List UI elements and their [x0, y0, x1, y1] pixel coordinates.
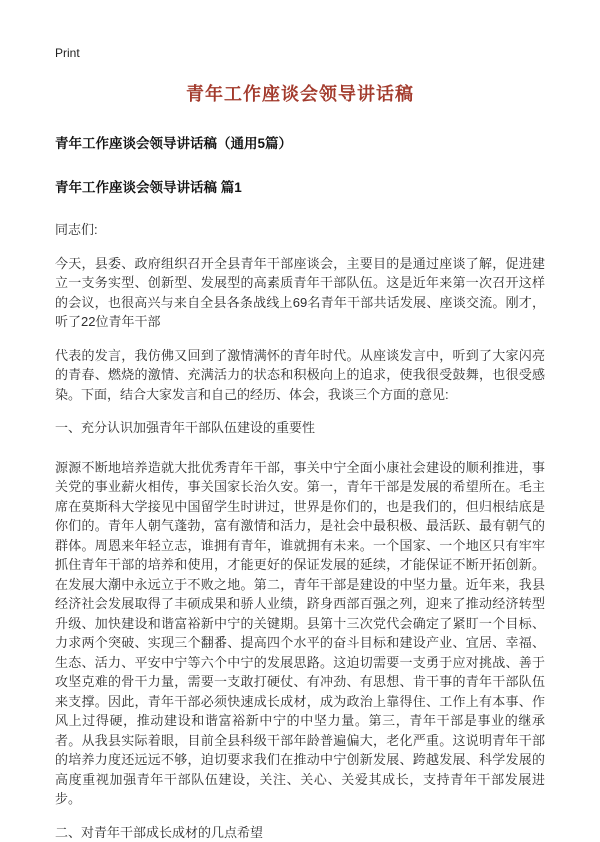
- document-subtitle: 青年工作座谈会领导讲话稿（通用5篇）: [55, 132, 545, 152]
- section-title: 青年工作座谈会领导讲话稿 篇1: [55, 176, 545, 196]
- print-button[interactable]: Print: [55, 46, 80, 60]
- paragraph-salutation: 同志们:: [55, 220, 545, 240]
- paragraph-intro-2: 代表的发言，我仿佛又回到了激情满怀的青年时代。从座谈发言中，听到了大家闪亮的青春、燃烧的激情、充满活力的状态和积极向上的追求，使我很受鼓舞，也很受感染。下面，结合大家发言和自己的经历、体会，我谈三个方面的意见:: [55, 346, 545, 405]
- page-title: 青年工作座谈会领导讲话稿: [55, 80, 545, 106]
- paragraph-heading-2: 二、对青年干部成长成材的几点希望: [55, 823, 545, 842]
- paragraph-section-1-body: 源源不断地培养造就大批优秀青年干部，事关中宁全面小康社会建设的顺利推进，事关党的事业薪火相传，事关国家长治久安。第一，青年干部是发展的希望所在。毛主席在莫斯科大学接见中国留学生时讲过，世界是你们的，也是我们的，但归根结底是你们的。青年人朝气蓬勃，富有激情和活力，是社会中最积极、最活跃、最有朝气的群体。周恩来年轻立志，谁拥有青年，谁就拥有未来。一个国家、一个地区只有牢牢抓住青年干部的培养和使用，才能更好的保证发展的延续，才能保证不断开拓创新。在发展大潮中永远立于不败之地。第二，青年干部是建设的中坚力量。近年来，我县经济社会发展取得了丰硕成果和骄人业绩，跻身西部百强之列，迎来了推动经济转型升级、加快建设和谐富裕新中宁的关键期。县第十三次党代会确定了紧盯一个目标、力求两个突破、实现三个翻番、提高四个水平的奋斗目标和建设产业、宜居、幸福、生态、活力、平安中宁等六个中宁的发展思路。这迫切需要一支勇于应对挑战、善于攻坚克难的骨干力量，需要一支敢打硬仗、有冲劲、有思想、肯干事的青年干部队伍来支撑。因此，青年干部必须快速成长成材，成为政治上靠得住、工作上有本事、作风上过得硬，推动建设和谐富裕新中宁的中坚力量。第三，青年干部是事业的继承者。从我县实际着眼，目前全县科级干部年龄普遍偏大，老化严重。这说明青年干部的培养力度还远远不够，迫切要求我们在推动中宁创新发展、跨越发展、科学发展的高度重视加强青年干部队伍建设，关注、关心、关爱其成长，支持青年干部发展进步。: [55, 458, 545, 809]
- document-body: [55, 220, 545, 842]
- paragraph-intro-1: 今天，县委、政府组织召开全县青年干部座谈会，主要目的是通过座谈了解，促进建立一支务实型、创新型、发展型的高素质青年干部队伍。这是近年来第一次召开这样的会议，也很高兴与来自全县各条战线上69名青年干部共话发展、座谈交流。刚才，听了22位青年干部: [55, 254, 545, 332]
- paragraph-heading-1: 一、充分认识加强青年干部队伍建设的重要性: [55, 418, 545, 438]
